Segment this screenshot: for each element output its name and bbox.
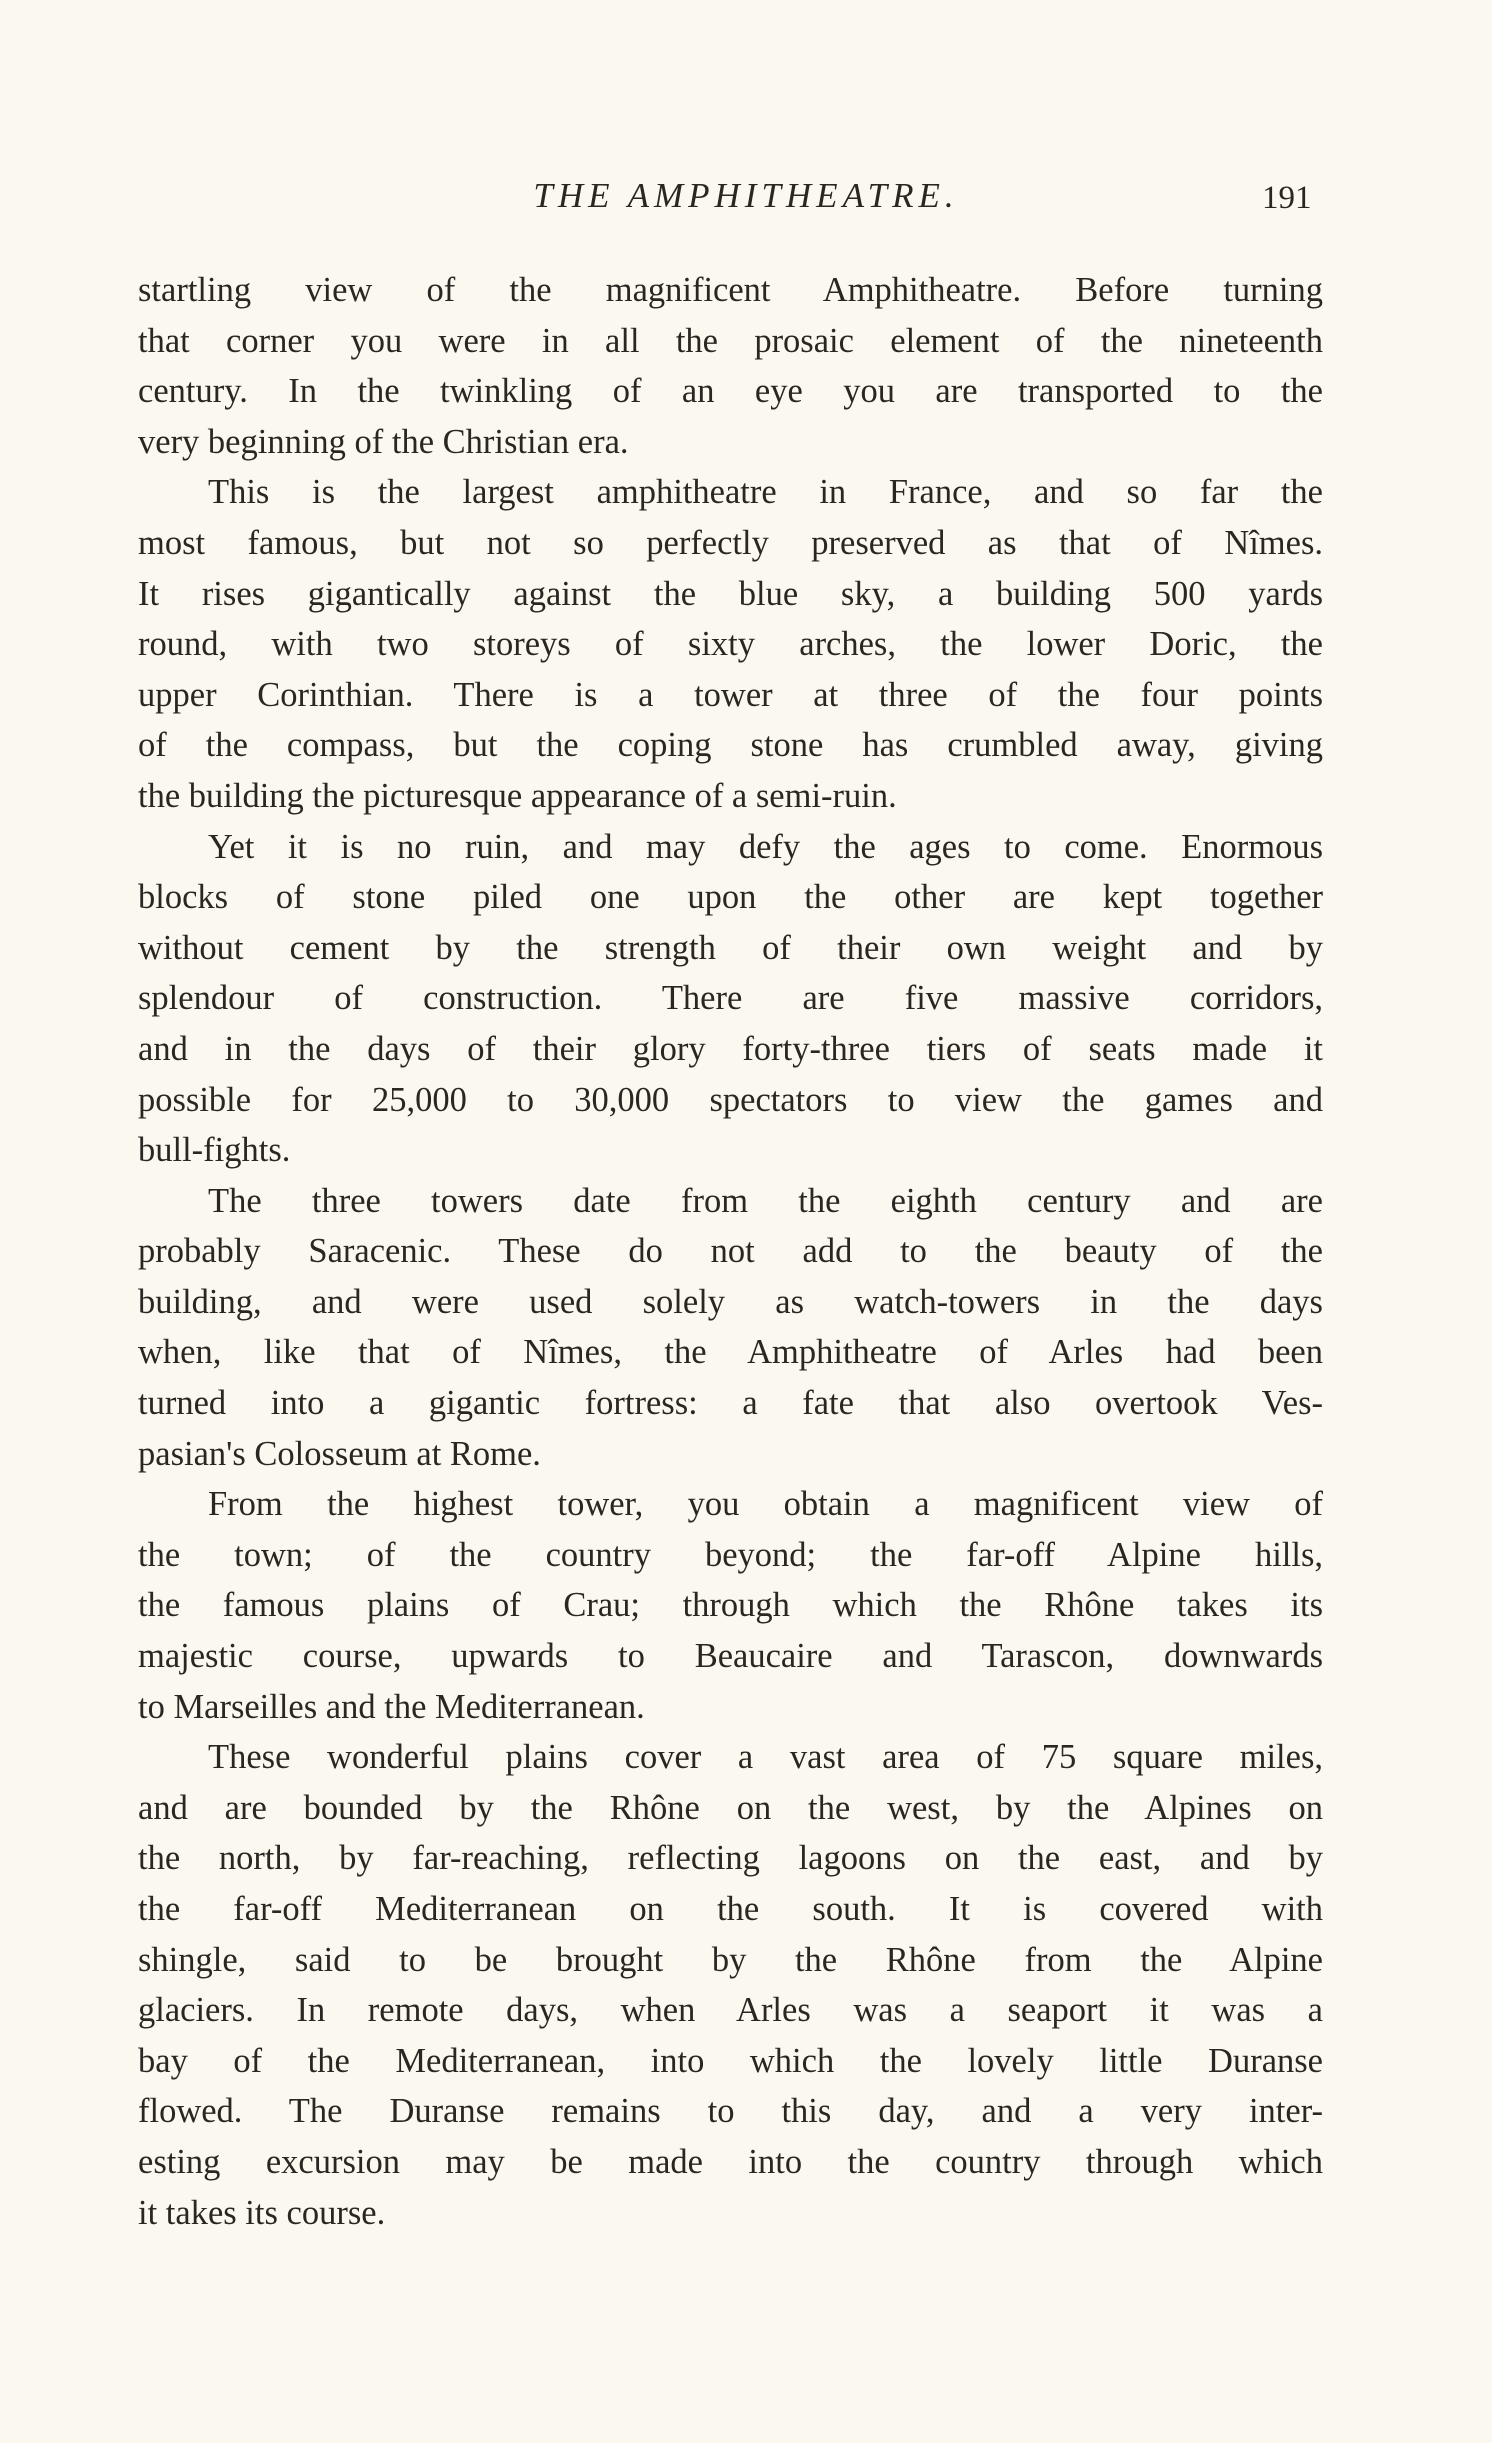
text-line: blocks of stone piled one upon the other are kept together <box>138 878 1323 917</box>
text-line: glaciers. In remote days, when Arles was a seaport it was a <box>138 1991 1323 2030</box>
text-line: most famous, but not so perfectly preserved as that of Nîmes. <box>138 523 1323 562</box>
text-line: turned into a gigantic fortress: a fate that also overtook Ves- <box>138 1384 1323 1423</box>
paragraph-first-line: Yet it is no ruin, and may defy the ages to come. Enormous <box>208 827 1323 866</box>
text-line: the famous plains of Crau; through which the Rhône takes its <box>138 1586 1323 1625</box>
text-line: the town; of the country beyond; the far-off Alpine hills, <box>138 1535 1323 1574</box>
text-line: bay of the Mediterranean, into which the lovely little Duranse <box>138 2041 1323 2080</box>
text-line: flowed. The Duranse remains to this day, and a very inter- <box>138 2092 1323 2131</box>
text-line: startling view of the magnificent Amphitheatre. Before turning <box>138 271 1323 309</box>
text-line: building, and were used solely as watch-towers in the days <box>138 1282 1323 1321</box>
text-line: upper Corinthian. There is a tower at three of the four points <box>138 675 1323 714</box>
text-line: It rises gigantically against the blue sky, a building 500 yards <box>138 574 1323 613</box>
text-line: of the compass, but the coping stone has crumbled away, giving <box>138 726 1323 765</box>
running-head <box>0 176 1492 226</box>
text-line: and in the days of their glory forty-three tiers of seats made it <box>138 1029 1323 1068</box>
text-line: it takes its course. <box>138 2193 386 2232</box>
paragraph-first-line: The three towers date from the eighth century and are <box>208 1181 1323 1220</box>
text-line: when, like that of Nîmes, the Amphitheatre of Arles had been <box>138 1333 1323 1372</box>
paragraph-first-line: This is the largest amphitheatre in France, and so far the <box>208 473 1323 512</box>
text-line: pasian's Colosseum at Rome. <box>138 1434 541 1473</box>
text-line: bull-fights. <box>138 1131 291 1170</box>
text-line: the north, by far-reaching, reflecting lagoons on the east, and by <box>138 1839 1323 1878</box>
text-line: very beginning of the Christian era. <box>138 422 629 461</box>
page-number: 191 <box>1262 180 1312 216</box>
text-line: shingle, said to be brought by the Rhône from the Alpine <box>138 1940 1323 1979</box>
text-line: splendour of construction. There are five massive corridors, <box>138 979 1323 1018</box>
text-line: probably Saracenic. These do not add to the beauty of the <box>138 1232 1323 1271</box>
text-line: the far-off Mediterranean on the south. It is covered with <box>138 1890 1323 1928</box>
text-line: and are bounded by the Rhône on the west, by the Alpines on <box>138 1788 1323 1827</box>
text-line: esting excursion may be made into the country through which <box>138 2142 1323 2181</box>
text-line: possible for 25,000 to 30,000 spectators to view the games and <box>138 1080 1323 1119</box>
body-text <box>138 265 1323 2238</box>
text-line: round, with two storeys of sixty arches, the lower Doric, the <box>138 625 1323 664</box>
text-line: to Marseilles and the Mediterranean. <box>138 1687 645 1726</box>
text-line: without cement by the strength of their own weight and by <box>138 928 1323 967</box>
paragraph-first-line: These wonderful plains cover a vast area of 75 square miles, <box>208 1738 1323 1777</box>
text-line: century. In the twinkling of an eye you are transported to the <box>138 372 1323 411</box>
paragraph-first-line: From the highest tower, you obtain a magnificent view of <box>208 1485 1323 1524</box>
running-title: THE AMPHITHEATRE. <box>533 176 959 215</box>
text-line: majestic course, upwards to Beaucaire and Tarascon, downwards <box>138 1637 1323 1676</box>
text-line: the building the picturesque appearance of a semi-ruin. <box>138 776 897 815</box>
text-line: that corner you were in all the prosaic element of the nineteenth <box>138 321 1323 360</box>
